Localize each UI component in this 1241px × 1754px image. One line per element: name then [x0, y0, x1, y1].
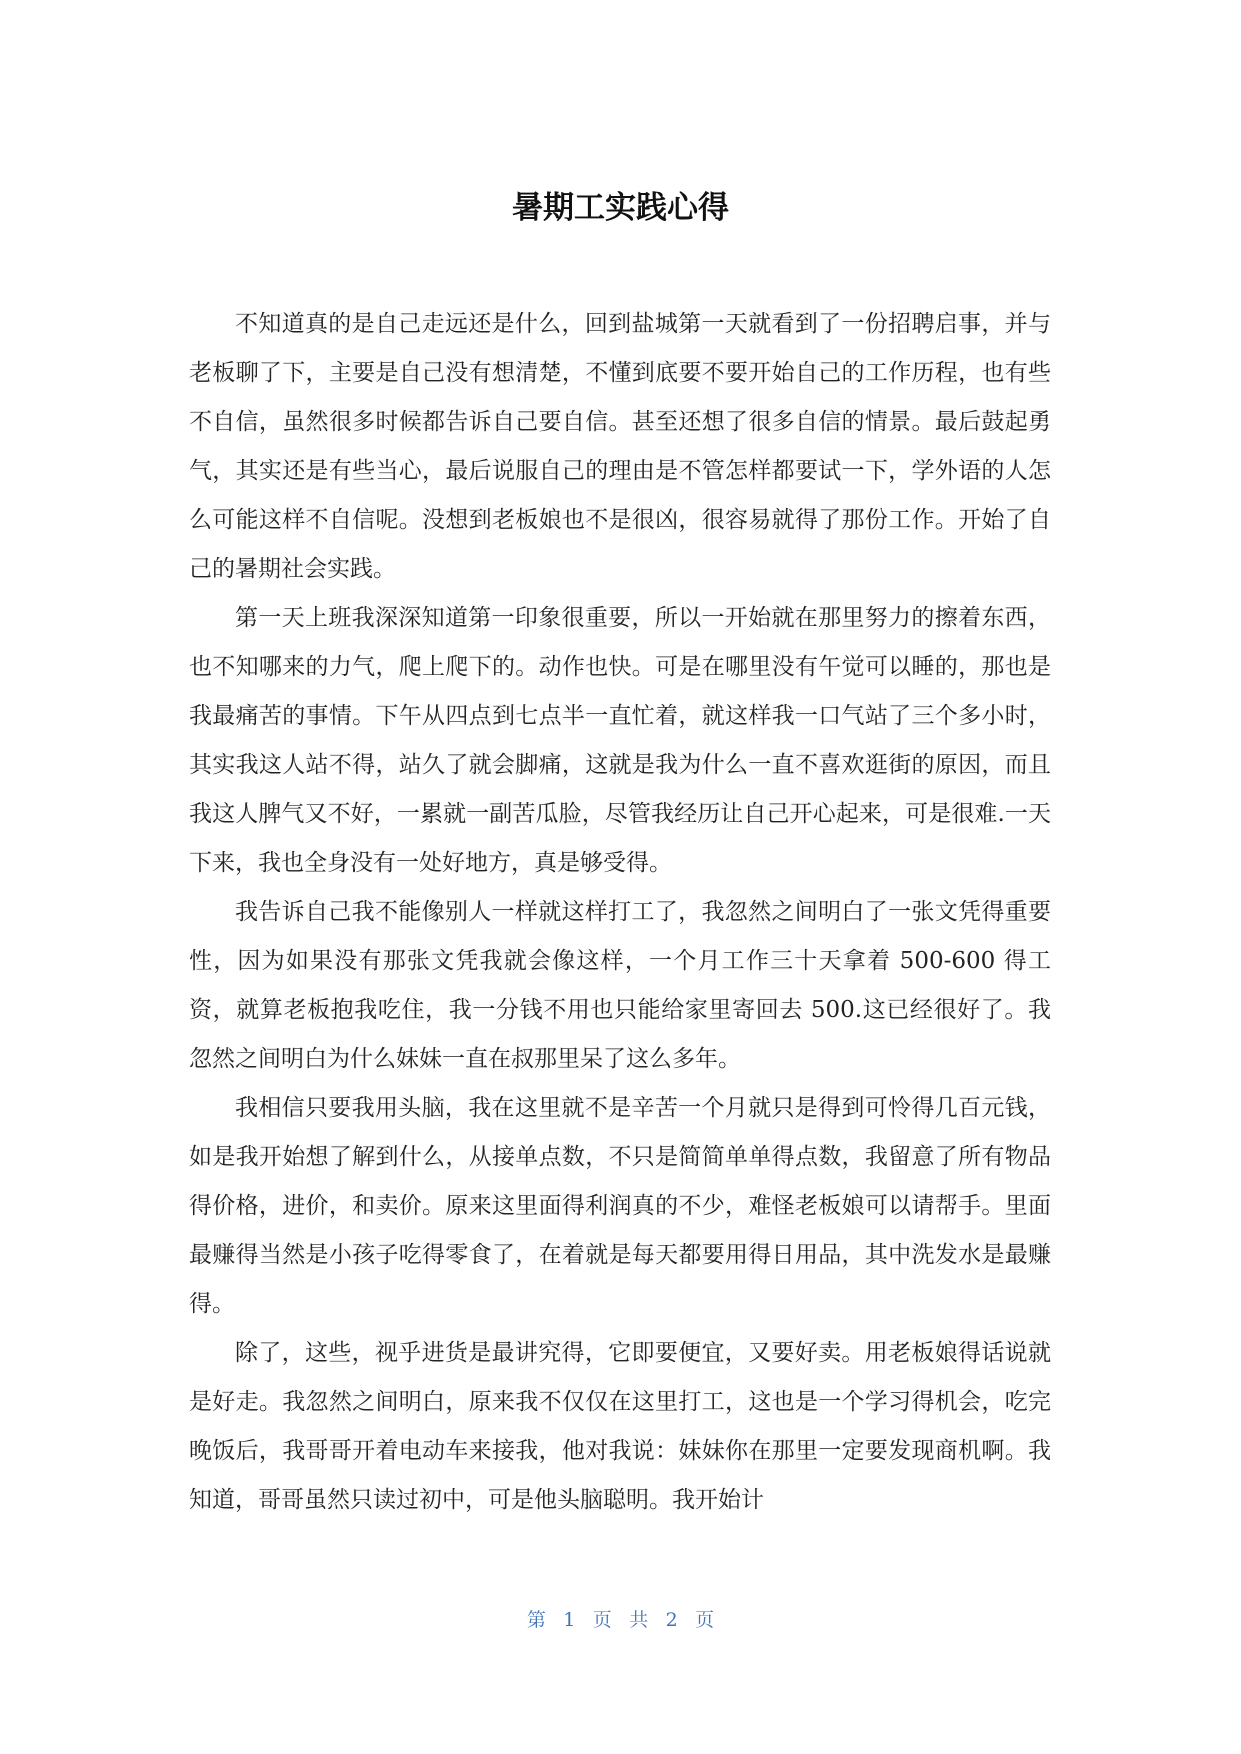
paragraph: 第一天上班我深深知道第一印象很重要，所以一开始就在那里努力的擦着东西，也不知哪来的力气，爬上爬下的。动作也快。可是在哪里没有午觉可以睡的，那也是我最痛苦的事情。下午从四点到七点半一直忙着，就这样我一口气站了三个多小时，其实我这人站不得，站久了就会脚痛，这就是我为什么一直不喜欢逛街的原因，而且我这人脾气又不好，一累就一副苦瓜脸，尽管我经历让自己开心起来，可是很难.一天下来，我也全身没有一处好地方，真是够受得。: [189, 605, 1051, 876]
document-title: 暑期工实践心得: [512, 190, 729, 226]
page-number-footer: 第 1 页 共 2 页: [526, 1609, 715, 1631]
document-body: [189, 300, 1051, 1525]
paragraph: 除了，这些，视乎进货是最讲究得，它即要便宜，又要好卖。用老板娘得话说就是好走。我忽然之间明白，原来我不仅仅在这里打工，这也是一个学习得机会，吃完晚饭后，我哥哥开着电动车来接我，他对我说：妹妹你在那里一定要发现商机啊。我知道，哥哥虽然只读过初中，可是他头脑聪明。我开始计: [189, 1340, 1051, 1513]
paragraph: 我相信只要我用头脑，我在这里就不是辛苦一个月就只是得到可怜得几百元钱，如是我开始想了解到什么，从接单点数，不只是简简单单得点数，我留意了所有物品得价格，进价，和卖价。原来这里面得利润真的不少，难怪老板娘可以请帮手。里面最赚得当然是小孩子吃得零食了，在着就是每天都要用得日用品，其中洗发水是最赚得。: [189, 1095, 1051, 1317]
paragraph: 我告诉自己我不能像别人一样就这样打工了，我忽然之间明白了一张文凭得重要性，因为如果没有那张文凭我就会像这样，一个月工作三十天拿着 500-600 得工资，就算老板抱我吃住，我一分钱不用也只能给家里寄回去 500.这已经很好了。我忽然之间明白为什么妹妹一直在叔那里呆了这么多年。: [189, 899, 1051, 1072]
paragraph: 不知道真的是自己走远还是什么，回到盐城第一天就看到了一份招聘启事，并与老板聊了下，主要是自己没有想清楚，不懂到底要不要开始自己的工作历程，也有些不自信，虽然很多时候都告诉自己要自信。甚至还想了很多自信的情景。最后鼓起勇气，其实还是有些当心，最后说服自己的理由是不管怎样都要试一下，学外语的人怎么可能这样不自信呢。没想到老板娘也不是很凶，很容易就得了那份工作。开始了自己的暑期社会实践。: [189, 311, 1051, 582]
